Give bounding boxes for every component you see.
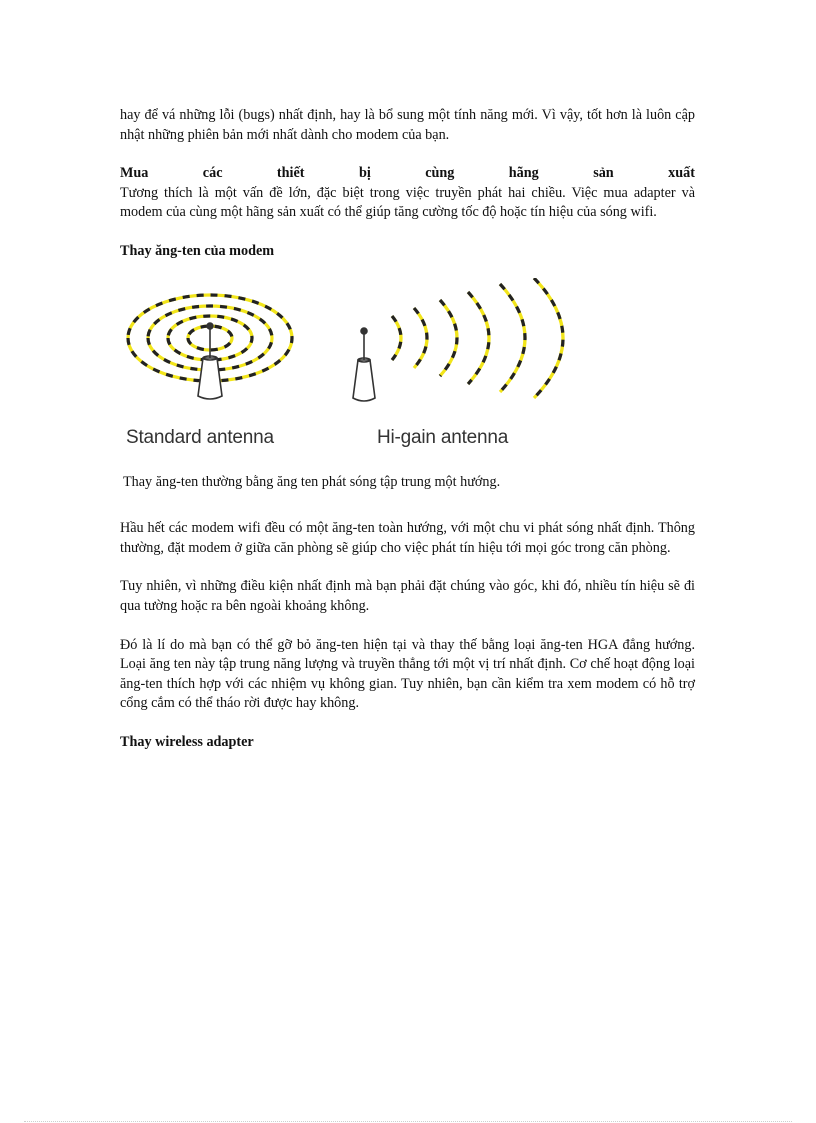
wave-arc-dash <box>500 284 525 392</box>
paragraph-compatibility: Tương thích là một vấn đề lớn, đặc biệt trong việc truyền phát hai chiều. Việc mua adapter và modem của cùng một hãng sản xuất có thể giúp tăng cường tốc độ hoặc tín hiệu của sóng wifi. <box>120 184 695 221</box>
wave-arc-dash <box>468 292 489 384</box>
heading-change-antenna: Thay ăng-ten của modem <box>120 242 275 259</box>
page-bottom-edge <box>24 1121 792 1122</box>
directional-waves <box>392 278 563 398</box>
figure-label-standard: Standard antenna <box>126 426 274 448</box>
figure-caption: Thay ăng-ten thường bằng ăng ten phát sóng tập trung một hướng. <box>123 473 501 490</box>
heading-word: sản <box>593 165 614 182</box>
figure-label-hi-gain: Hi-gain antenna <box>377 426 509 448</box>
document-body <box>120 106 695 753</box>
heading-word: Mua <box>120 165 149 182</box>
hi-gain-antenna-icon <box>353 328 375 401</box>
heading-same-manufacturer <box>120 164 695 184</box>
paragraph-firmware: hay để vá những lỗi (bugs) nhất định, hay là bổ sung một tính năng mới. Vì vậy, tốt hơn là luôn cập nhật những phiên bản mới nhất dành cho modem của bạn. <box>120 107 695 143</box>
paragraph-omni-antenna: Hầu hết các modem wifi đều có một ăng-ten toàn hướng, với một chu vi phát sóng nhất định. Thông thường, đặt modem ở giữa căn phòng sẽ giúp cho việc phát tín hiệu tới mọi góc trong căn phòng. <box>120 520 695 556</box>
heading-word: thiết <box>276 165 305 182</box>
heading-wireless-adapter: Thay wireless adapter <box>120 733 254 750</box>
heading-word: các <box>202 165 223 182</box>
heading-word: xuất <box>668 165 695 182</box>
antenna-figure <box>124 278 579 463</box>
paragraph-corner-placement: Tuy nhiên, vì những điều kiện nhất định mà bạn phải đặt chúng vào góc, khi đó, nhiều tín hiệu sẽ đi qua tường hoặc ra bên ngoài khoảng không. <box>120 578 695 614</box>
wave-arc-base <box>414 308 427 368</box>
wave-arc-dash <box>440 300 457 376</box>
heading-word: bị <box>358 165 371 182</box>
heading-word: hãng <box>508 165 539 182</box>
heading-word: cùng <box>425 165 455 182</box>
wave-arc-base <box>392 316 401 360</box>
paragraph-hga: Đó là lí do mà bạn có thể gỡ bỏ ăng-ten hiện tại và thay thế bằng loại ăng-ten HGA đẳng hướng. Loại ăng ten này tập trung năng lượng và truyền thẳng tới một vị trí nhất định. Cơ chế hoạt động loại ăng-ten thích hợp với các nhiệm vụ không gian. Tuy nhiên, bạn cần kiểm tra xem modem có hỗ trợ cổng cắm có thể tháo rời được hay không. <box>120 636 695 712</box>
